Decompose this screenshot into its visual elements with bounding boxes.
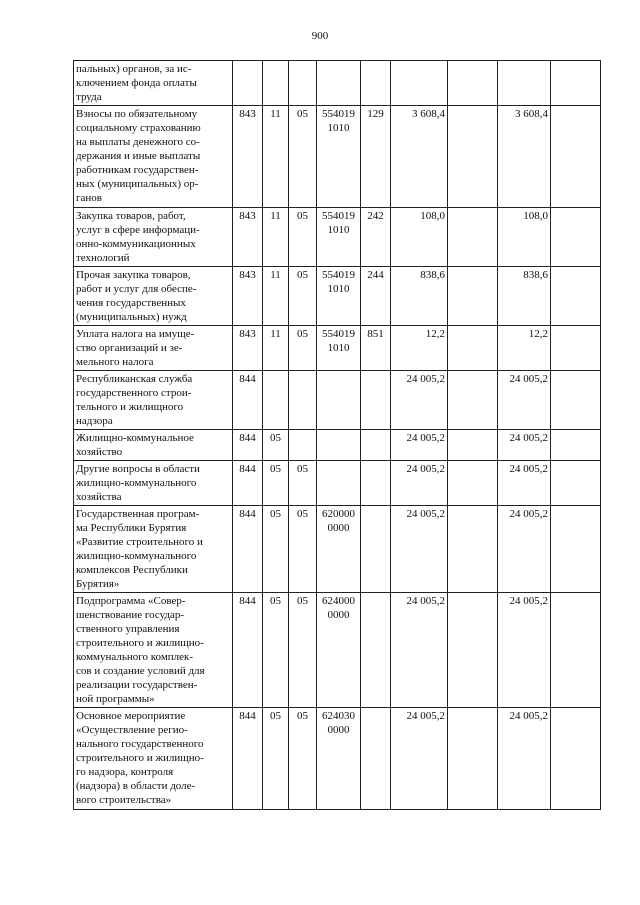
table-row xyxy=(74,267,601,326)
subsection-code xyxy=(289,430,317,461)
ministry-code: 844 xyxy=(233,708,263,810)
row-name: Прочая закупка товаров, работ и услуг для обеспе- чения государственных (муниципальных) нужд xyxy=(74,267,233,326)
amount-col-10 xyxy=(551,430,601,461)
table-row xyxy=(74,506,601,593)
table-row xyxy=(74,461,601,506)
subsection-code: 05 xyxy=(289,208,317,267)
amount-col-8 xyxy=(448,708,498,810)
amount-col-9: 24 005,2 xyxy=(498,593,551,708)
amount-col-10 xyxy=(551,461,601,506)
target-article-code: 554019 1010 xyxy=(317,208,361,267)
row-name: Жилищно-коммунальное хозяйство xyxy=(74,430,233,461)
total-amount: 3 608,4 xyxy=(391,106,448,208)
target-article-code: 554019 1010 xyxy=(317,106,361,208)
row-name: Республиканская служба государственного строи- тельного и жилищного надзора xyxy=(74,371,233,430)
target-article-code xyxy=(317,371,361,430)
ministry-code: 844 xyxy=(233,461,263,506)
section-code: 05 xyxy=(263,461,289,506)
target-article-code: 624000 0000 xyxy=(317,593,361,708)
table-row xyxy=(74,371,601,430)
amount-col-9: 838,6 xyxy=(498,267,551,326)
section-code xyxy=(263,61,289,106)
subsection-code xyxy=(289,371,317,430)
total-amount: 838,6 xyxy=(391,267,448,326)
amount-col-9: 24 005,2 xyxy=(498,430,551,461)
expense-type-code xyxy=(361,61,391,106)
table-row xyxy=(74,708,601,810)
amount-col-9: 24 005,2 xyxy=(498,371,551,430)
table-row xyxy=(74,430,601,461)
amount-col-10 xyxy=(551,61,601,106)
amount-col-9: 3 608,4 xyxy=(498,106,551,208)
amount-col-9: 12,2 xyxy=(498,326,551,371)
total-amount: 24 005,2 xyxy=(391,708,448,810)
ministry-code: 843 xyxy=(233,208,263,267)
amount-col-8 xyxy=(448,461,498,506)
section-code: 11 xyxy=(263,267,289,326)
ministry-code: 844 xyxy=(233,371,263,430)
expense-type-code: 851 xyxy=(361,326,391,371)
amount-col-8 xyxy=(448,430,498,461)
section-code: 05 xyxy=(263,430,289,461)
section-code: 05 xyxy=(263,506,289,593)
amount-col-9: 24 005,2 xyxy=(498,461,551,506)
ministry-code: 844 xyxy=(233,430,263,461)
amount-col-9 xyxy=(498,61,551,106)
total-amount: 24 005,2 xyxy=(391,430,448,461)
row-name: Подпрограмма «Совер- шенствование государ- ственного управления строительного и жилищно- коммунального комплек- сов и создание условий для реализации государствен- ной программы» xyxy=(74,593,233,708)
amount-col-8 xyxy=(448,593,498,708)
expense-type-code xyxy=(361,593,391,708)
subsection-code: 05 xyxy=(289,708,317,810)
amount-col-10 xyxy=(551,208,601,267)
amount-col-8 xyxy=(448,506,498,593)
section-code: 11 xyxy=(263,326,289,371)
total-amount: 12,2 xyxy=(391,326,448,371)
subsection-code: 05 xyxy=(289,326,317,371)
amount-col-10 xyxy=(551,708,601,810)
expense-type-code xyxy=(361,506,391,593)
subsection-code: 05 xyxy=(289,506,317,593)
target-article-code: 624030 0000 xyxy=(317,708,361,810)
expense-type-code: 129 xyxy=(361,106,391,208)
table-body xyxy=(74,61,601,810)
expense-type-code xyxy=(361,708,391,810)
amount-col-9: 108,0 xyxy=(498,208,551,267)
target-article-code xyxy=(317,61,361,106)
ministry-code: 843 xyxy=(233,326,263,371)
table-row xyxy=(74,326,601,371)
total-amount: 108,0 xyxy=(391,208,448,267)
section-code: 11 xyxy=(263,208,289,267)
amount-col-9: 24 005,2 xyxy=(498,708,551,810)
page-number: 900 xyxy=(311,30,329,42)
ministry-code: 843 xyxy=(233,267,263,326)
subsection-code: 05 xyxy=(289,106,317,208)
subsection-code: 05 xyxy=(289,267,317,326)
target-article-code: 620000 0000 xyxy=(317,506,361,593)
subsection-code: 05 xyxy=(289,593,317,708)
ministry-code xyxy=(233,61,263,106)
subsection-code xyxy=(289,61,317,106)
amount-col-9: 24 005,2 xyxy=(498,506,551,593)
amount-col-10 xyxy=(551,593,601,708)
target-article-code xyxy=(317,461,361,506)
budget-table xyxy=(73,60,601,810)
amount-col-10 xyxy=(551,106,601,208)
row-name: Закупка товаров, работ, услуг в сфере информаци- онно-коммуникационных технологий xyxy=(74,208,233,267)
amount-col-8 xyxy=(448,208,498,267)
amount-col-10 xyxy=(551,371,601,430)
section-code: 05 xyxy=(263,593,289,708)
expense-type-code: 242 xyxy=(361,208,391,267)
section-code xyxy=(263,371,289,430)
row-name: Государственная програм- ма Республики Бурятия «Развитие строительного и жилищно-коммунального комплексов Республики Бурятия» xyxy=(74,506,233,593)
total-amount: 24 005,2 xyxy=(391,461,448,506)
table-row xyxy=(74,208,601,267)
amount-col-10 xyxy=(551,267,601,326)
row-name: пальных) органов, за ис- ключением фонда оплаты труда xyxy=(74,61,233,106)
expense-type-code xyxy=(361,430,391,461)
amount-col-8 xyxy=(448,371,498,430)
amount-col-8 xyxy=(448,326,498,371)
amount-col-8 xyxy=(448,267,498,326)
row-name: Уплата налога на имуще- ство организаций и зе- мельного налога xyxy=(74,326,233,371)
ministry-code: 844 xyxy=(233,506,263,593)
amount-col-10 xyxy=(551,326,601,371)
amount-col-8 xyxy=(448,61,498,106)
total-amount: 24 005,2 xyxy=(391,371,448,430)
expense-type-code: 244 xyxy=(361,267,391,326)
expense-type-code xyxy=(361,371,391,430)
table-row xyxy=(74,593,601,708)
ministry-code: 844 xyxy=(233,593,263,708)
total-amount xyxy=(391,61,448,106)
amount-col-8 xyxy=(448,106,498,208)
table-row xyxy=(74,61,601,106)
section-code: 05 xyxy=(263,708,289,810)
target-article-code: 554019 1010 xyxy=(317,326,361,371)
row-name: Другие вопросы в области жилищно-коммунального хозяйства xyxy=(74,461,233,506)
table-row xyxy=(74,106,601,208)
row-name: Основное мероприятие «Осуществление регио- нального государственного строительного и жилищно- го надзора, контроля (надзора) в области доле- вого строительства» xyxy=(74,708,233,810)
subsection-code: 05 xyxy=(289,461,317,506)
section-code: 11 xyxy=(263,106,289,208)
target-article-code: 554019 1010 xyxy=(317,267,361,326)
ministry-code: 843 xyxy=(233,106,263,208)
total-amount: 24 005,2 xyxy=(391,593,448,708)
amount-col-10 xyxy=(551,506,601,593)
total-amount: 24 005,2 xyxy=(391,506,448,593)
target-article-code xyxy=(317,430,361,461)
row-name: Взносы по обязательному социальному страхованию на выплаты денежного со- держания и иные выплаты работникам государствен- ных (муниципальных) ор- ганов xyxy=(74,106,233,208)
expense-type-code xyxy=(361,461,391,506)
